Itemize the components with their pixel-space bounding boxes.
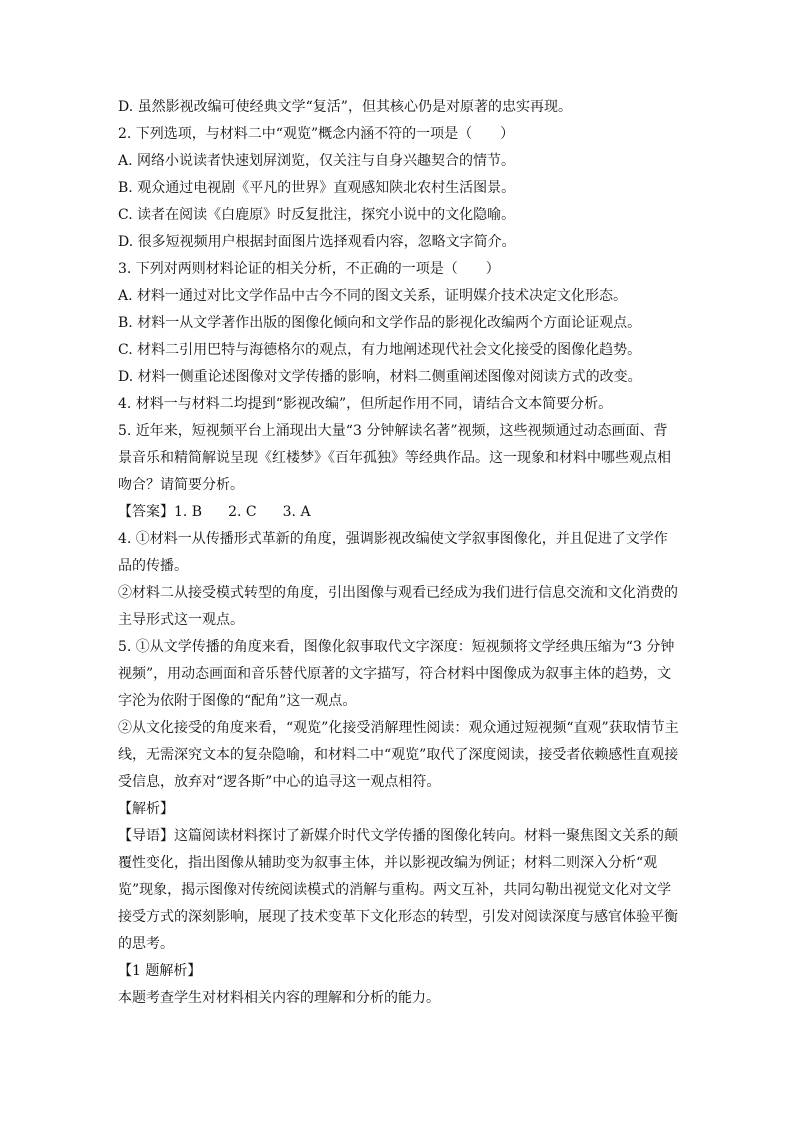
answer-4-point-2: ②材料二从接受模式转型的角度，引出图像与观看已经成为我们进行信息交流和文化消费的主导形式这一观点。 xyxy=(118,585,678,628)
option-2c: C. 读者在阅读《白鹿原》时反复批注，探究小说中的文化隐喻。 xyxy=(118,207,516,223)
option-3a: A. 材料一通过对比文学作品中古今不同的图文关系，证明媒介技术决定文化形态。 xyxy=(118,288,628,304)
question-5: 5. 近年来，短视频平台上涌现出大量“3 分钟解读名著”视频，这些视频通过动态画面、背景音乐和精简解说呈现《红楼梦》《百年孤独》等经典作品。这一现象和材料中哪些观点相吻合？请简要分析。 xyxy=(118,423,671,493)
analysis-heading: 【解析】 xyxy=(118,801,174,817)
guide-paragraph: 【导语】这篇阅读材料探讨了新媒介时代文学传播的图像化转向。材料一聚焦图文关系的颠覆性变化，指出图像从辅助变为叙事主体，并以影视改编为例证；材料二则深入分析“观览”现象，揭示图像对传统阅读模式的消解与重构。两文互补，共同勾勒出视觉文化对文学接受方式的深刻影响，展现了技术变革下文化形态的转型，引发对阅读深度与感官体验平衡的思考。 xyxy=(118,828,678,952)
question-2: 2. 下列选项，与材料二中“观览”概念内涵不符的一项是（ ） xyxy=(118,126,515,142)
answer-2: 2. C xyxy=(228,504,257,520)
answer-1: 1. B xyxy=(174,504,203,520)
answer-3: 3. A xyxy=(282,504,311,520)
answer-5-point-1: 5. ①从文学传播的角度来看，图像化叙事取代文字深度：短视频将文学经典压缩为“3 分钟视频”，用动态画面和音乐替代原著的文字描写，符合材料中图像成为叙事主体的趋势，文字沦为依附于图像的“配角”这一观点。 xyxy=(118,639,675,709)
document-body xyxy=(118,94,680,1012)
answer-line xyxy=(118,499,680,526)
q1-analysis-heading: 【1 题解析】 xyxy=(118,963,202,979)
answer-5-point-2: ②从文化接受的角度来看，“观览”化接受消解理性阅读：观众通过短视频“直观”获取情节主线，无需深究文本的复杂隐喻，和材料二中“观览”取代了深度阅读，接受者依赖感性直观接受信息，放弃对“逻各斯”中心的追寻这一观点相符。 xyxy=(118,720,679,790)
question-4: 4. 材料一与材料二均提到“影视改编”，但所起作用不同，请结合文本简要分析。 xyxy=(118,396,613,412)
option-2b: B. 观众通过电视剧《平凡的世界》直观感知陕北农村生活图景。 xyxy=(118,180,516,196)
q1-analysis-text: 本题考查学生对材料相关内容的理解和分析的能力。 xyxy=(118,990,440,1006)
option-1d: D. 虽然影视改编可使经典文学“复活”，但其核心仍是对原著的忠实再现。 xyxy=(118,99,572,115)
option-3d: D. 材料一侧重论述图像对文学传播的影响，材料二侧重阐述图像对阅读方式的改变。 xyxy=(118,369,642,385)
answer-4-point-1: 4. ①材料一从传播形式革新的角度，强调影视改编使文学叙事图像化，并且促进了文学作品的传播。 xyxy=(118,531,668,574)
question-3: 3. 下列对两则材料论证的相关分析，不正确的一项是（ ） xyxy=(118,261,500,277)
option-3b: B. 材料一从文学著作出版的图像化倾向和文学作品的影视化改编两个方面论证观点。 xyxy=(118,315,642,331)
option-2d: D. 很多短视频用户根据封面图片选择观看内容，忽略文字简介。 xyxy=(118,234,516,250)
answer-label: 【答案】 xyxy=(118,504,174,520)
option-3c: C. 材料二引用巴特与海德格尔的观点，有力地阐述现代社会文化接受的图像化趋势。 xyxy=(118,342,642,358)
option-2a: A. 网络小说读者快速划屏浏览，仅关注与自身兴趣契合的情节。 xyxy=(118,153,516,169)
